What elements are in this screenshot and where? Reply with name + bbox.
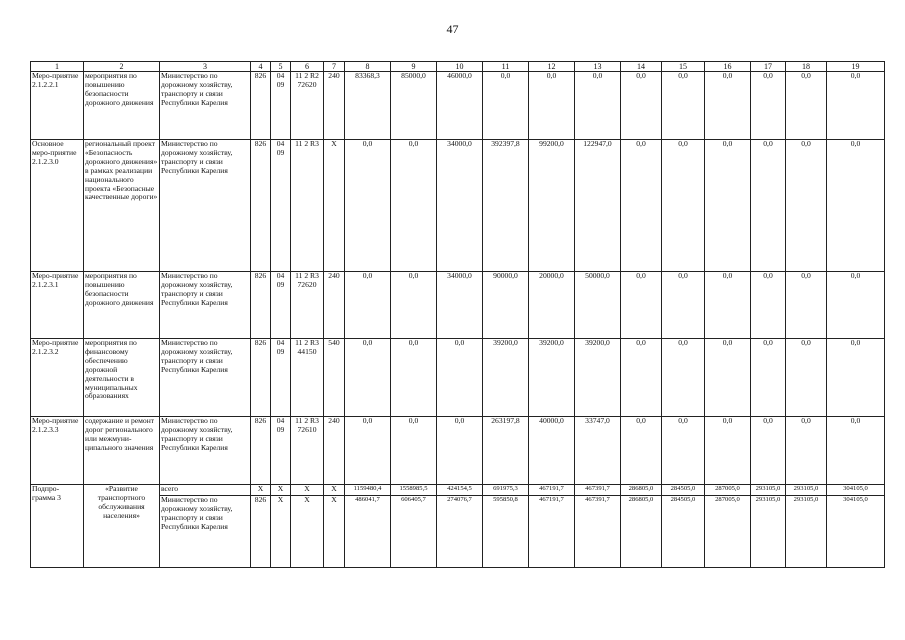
- amount-cell: 0,0: [621, 72, 662, 140]
- code-cell: Х: [324, 496, 345, 568]
- amount-cell: 0,0: [621, 417, 662, 485]
- table-row: [31, 496, 885, 568]
- amount-cell: 293105,0: [751, 496, 786, 568]
- amount-cell: 424154,5: [437, 485, 483, 496]
- subprogram-description-cell: «Развитие транспортного обслуживания населения»: [84, 485, 160, 568]
- amount-cell: 0,0: [345, 417, 391, 485]
- code-cell: 11 2 R3 72620: [291, 272, 324, 339]
- code-cell: 826: [251, 140, 271, 272]
- code-cell: Х: [291, 485, 324, 496]
- amount-cell: 0,0: [662, 339, 705, 417]
- amount-cell: 467391,7: [575, 485, 621, 496]
- header-cell: 8: [345, 62, 391, 72]
- table-row: [31, 485, 885, 496]
- code-cell: 11 2 R2 72620: [291, 72, 324, 140]
- amount-cell: 0,0: [391, 417, 437, 485]
- header-cell: 16: [705, 62, 751, 72]
- amount-cell: 0,0: [621, 339, 662, 417]
- header-cell: 4: [251, 62, 271, 72]
- amount-cell: 0,0: [827, 417, 885, 485]
- header-cell: 3: [160, 62, 251, 72]
- header-cell: 1: [31, 62, 84, 72]
- code-cell: Х: [291, 496, 324, 568]
- amount-cell: 0,0: [827, 140, 885, 272]
- amount-cell: 0,0: [705, 72, 751, 140]
- amount-cell: 0,0: [483, 72, 529, 140]
- header-cell: 13: [575, 62, 621, 72]
- header-cell: 18: [786, 62, 827, 72]
- code-cell: 826: [251, 417, 271, 485]
- activity-name-cell: Меро-приятие 2.1.2.3.1: [31, 272, 84, 339]
- activity-description-cell: мероприятия по повышению безопасности дорожного движения: [84, 72, 160, 140]
- amount-cell: 0,0: [786, 72, 827, 140]
- table-row: [31, 339, 885, 417]
- responsible-org-cell: Министерство по дорожному хозяйству, транспорту и связи Республики Карелия: [160, 272, 251, 339]
- header-cell: 17: [751, 62, 786, 72]
- code-cell: 04 09: [271, 339, 291, 417]
- amount-cell: 284505,0: [662, 496, 705, 568]
- activity-description-cell: региональный проект «Безопасность дорожного движения» в рамках реализации национального проекта «Безопасные качественные дороги»: [84, 140, 160, 272]
- header-cell: 6: [291, 62, 324, 72]
- code-cell: 04 09: [271, 72, 291, 140]
- amount-cell: 33747,0: [575, 417, 621, 485]
- code-cell: 04 09: [271, 140, 291, 272]
- activity-name-cell: Меро-приятие 2.1.2.3.3: [31, 417, 84, 485]
- header-cell: 9: [391, 62, 437, 72]
- amount-cell: 0,0: [391, 140, 437, 272]
- amount-cell: 0,0: [705, 272, 751, 339]
- amount-cell: 0,0: [827, 339, 885, 417]
- amount-cell: 0,0: [705, 417, 751, 485]
- responsible-org-cell: Министерство по дорожному хозяйству, транспорту и связи Республики Карелия: [160, 72, 251, 140]
- header-cell: 5: [271, 62, 291, 72]
- code-cell: 11 2 R3: [291, 140, 324, 272]
- activity-description-cell: мероприятия по финансовому обеспечению дорожной деятельности в муниципальных образованиях: [84, 339, 160, 417]
- table-row: [31, 272, 885, 339]
- header-cell: 2: [84, 62, 160, 72]
- amount-cell: 1159480,4: [345, 485, 391, 496]
- code-cell: 826: [251, 272, 271, 339]
- amount-cell: 287005,0: [705, 485, 751, 496]
- amount-cell: 486041,7: [345, 496, 391, 568]
- responsible-org-cell: Министерство по дорожному хозяйству, транспорту и связи Республики Карелия: [160, 417, 251, 485]
- activity-description-cell: мероприятия по повышению безопасности дорожного движения: [84, 272, 160, 339]
- header-cell: 7: [324, 62, 345, 72]
- code-cell: 11 2 R3 72610: [291, 417, 324, 485]
- amount-cell: 0,0: [662, 417, 705, 485]
- code-cell: Х: [324, 485, 345, 496]
- header-row: [31, 62, 885, 72]
- code-cell: Х: [251, 485, 271, 496]
- amount-cell: 0,0: [345, 339, 391, 417]
- amount-cell: 0,0: [705, 140, 751, 272]
- code-cell: 240: [324, 272, 345, 339]
- responsible-org-cell: Министерство по дорожному хозяйству, транспорту и связи Республики Карелия: [160, 496, 251, 568]
- code-cell: 04 09: [271, 272, 291, 339]
- amount-cell: 274076,7: [437, 496, 483, 568]
- amount-cell: 1558985,5: [391, 485, 437, 496]
- activity-name-cell: Меро-приятие 2.1.2.3.2: [31, 339, 84, 417]
- header-cell: 19: [827, 62, 885, 72]
- header-cell: 12: [529, 62, 575, 72]
- amount-cell: 263197,8: [483, 417, 529, 485]
- amount-cell: 46000,0: [437, 72, 483, 140]
- table-row: [31, 72, 885, 140]
- amount-cell: 286805,0: [621, 485, 662, 496]
- code-cell: 826: [251, 496, 271, 568]
- responsible-org-cell: Министерство по дорожному хозяйству, транспорту и связи Республики Карелия: [160, 339, 251, 417]
- amount-cell: 0,0: [662, 272, 705, 339]
- code-cell: 240: [324, 72, 345, 140]
- amount-cell: 0,0: [751, 272, 786, 339]
- amount-cell: 0,0: [437, 417, 483, 485]
- amount-cell: 284505,0: [662, 485, 705, 496]
- amount-cell: 0,0: [621, 272, 662, 339]
- amount-cell: 0,0: [751, 72, 786, 140]
- code-cell: 240: [324, 417, 345, 485]
- amount-cell: 0,0: [786, 417, 827, 485]
- subprogram-name-cell: Подпро-грамма 3: [31, 485, 84, 568]
- amount-cell: 0,0: [391, 272, 437, 339]
- page-number: 47: [446, 22, 459, 36]
- amount-cell: 467191,7: [529, 496, 575, 568]
- amount-cell: 83368,3: [345, 72, 391, 140]
- header-cell: 15: [662, 62, 705, 72]
- code-cell: Х: [271, 485, 291, 496]
- amount-cell: 0,0: [751, 140, 786, 272]
- amount-cell: 0,0: [621, 140, 662, 272]
- amount-cell: 0,0: [786, 339, 827, 417]
- code-cell: 540: [324, 339, 345, 417]
- responsible-org-cell: Министерство по дорожному хозяйству, транспорту и связи Республики Карелия: [160, 140, 251, 272]
- amount-cell: 304105,0: [827, 496, 885, 568]
- amount-cell: 0,0: [827, 272, 885, 339]
- amount-cell: 0,0: [437, 339, 483, 417]
- amount-cell: 691975,3: [483, 485, 529, 496]
- amount-cell: 606405,7: [391, 496, 437, 568]
- amount-cell: 34000,0: [437, 140, 483, 272]
- header-cell: 11: [483, 62, 529, 72]
- amount-cell: 0,0: [827, 72, 885, 140]
- amount-cell: 0,0: [662, 140, 705, 272]
- amount-cell: 293105,0: [786, 496, 827, 568]
- amount-cell: 85000,0: [391, 72, 437, 140]
- code-cell: 826: [251, 72, 271, 140]
- amount-cell: 0,0: [345, 272, 391, 339]
- amount-cell: 20000,0: [529, 272, 575, 339]
- header-cell: 14: [621, 62, 662, 72]
- amount-cell: 40000,0: [529, 417, 575, 485]
- amount-cell: 39200,0: [575, 339, 621, 417]
- budget-table: [30, 61, 885, 568]
- code-cell: 826: [251, 339, 271, 417]
- code-cell: 11 2 R3 44150: [291, 339, 324, 417]
- header-cell: 10: [437, 62, 483, 72]
- amount-cell: 0,0: [529, 72, 575, 140]
- amount-cell: 304105,0: [827, 485, 885, 496]
- amount-cell: 50000,0: [575, 272, 621, 339]
- amount-cell: 287005,0: [705, 496, 751, 568]
- amount-cell: 286805,0: [621, 496, 662, 568]
- responsible-org-cell: всего: [160, 485, 251, 496]
- amount-cell: 595850,8: [483, 496, 529, 568]
- amount-cell: 0,0: [751, 339, 786, 417]
- amount-cell: 0,0: [751, 417, 786, 485]
- amount-cell: 122947,0: [575, 140, 621, 272]
- amount-cell: 0,0: [705, 339, 751, 417]
- activity-name-cell: Меро-приятие 2.1.2.2.1: [31, 72, 84, 140]
- table-row: [31, 140, 885, 272]
- amount-cell: 34000,0: [437, 272, 483, 339]
- amount-cell: 39200,0: [483, 339, 529, 417]
- amount-cell: 0,0: [786, 272, 827, 339]
- amount-cell: 0,0: [662, 72, 705, 140]
- amount-cell: 293105,0: [751, 485, 786, 496]
- amount-cell: 39200,0: [529, 339, 575, 417]
- code-cell: 04 09: [271, 417, 291, 485]
- table-row: [31, 417, 885, 485]
- amount-cell: 0,0: [345, 140, 391, 272]
- code-cell: Х: [271, 496, 291, 568]
- amount-cell: 467191,7: [529, 485, 575, 496]
- activity-description-cell: содержание и ремонт дорог регионального или межмуни-ципального значения: [84, 417, 160, 485]
- amount-cell: 99200,0: [529, 140, 575, 272]
- amount-cell: 467391,7: [575, 496, 621, 568]
- code-cell: Х: [324, 140, 345, 272]
- amount-cell: 0,0: [391, 339, 437, 417]
- amount-cell: 0,0: [786, 140, 827, 272]
- amount-cell: 0,0: [575, 72, 621, 140]
- amount-cell: 90000,0: [483, 272, 529, 339]
- amount-cell: 392397,8: [483, 140, 529, 272]
- amount-cell: 293105,0: [786, 485, 827, 496]
- activity-name-cell: Основное меро-приятие 2.1.2.3.0: [31, 140, 84, 272]
